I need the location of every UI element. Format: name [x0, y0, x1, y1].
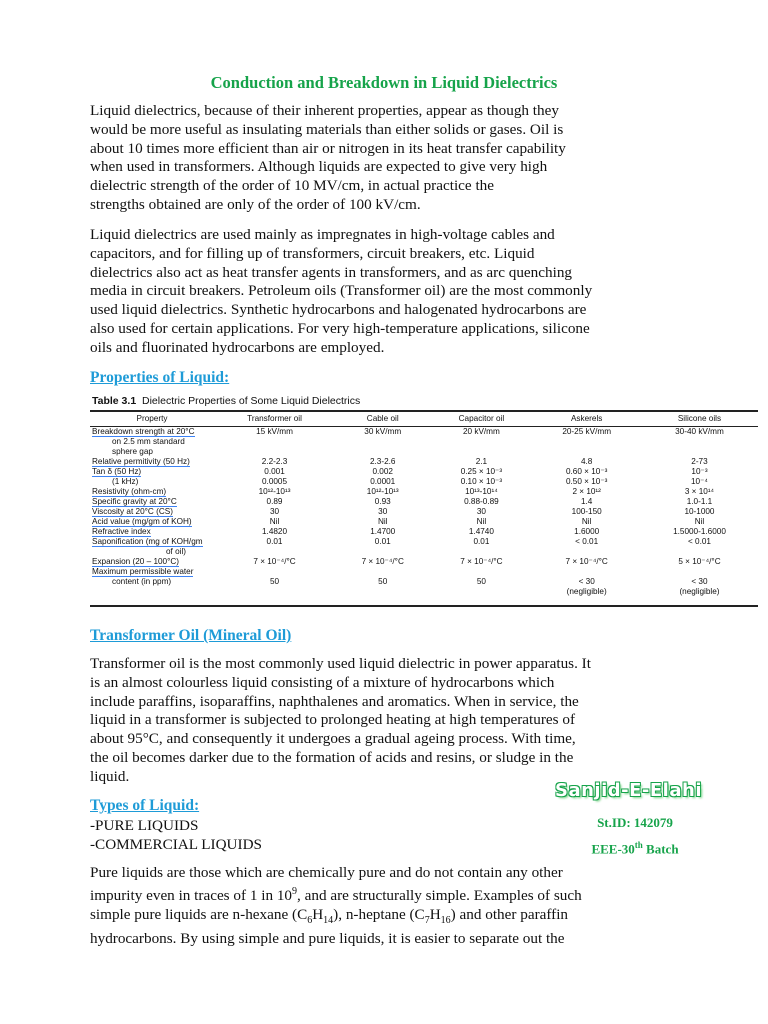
text-line: also used for certain applications. For very high-temperature applications, silicone: [90, 319, 590, 337]
text-line: Transformer oil is the most commonly used liquid dielectric in power apparatus. It: [90, 655, 591, 672]
text-line: dielectric strength of the order of 10 MV/cm, in actual practice the: [90, 177, 494, 195]
table-row: [90, 537, 758, 547]
property-label: on 2.5 mm standard sphere gap: [112, 437, 185, 456]
value-cell: < 0.01: [575, 537, 599, 546]
value-cell: Nil: [581, 517, 592, 526]
value-cell: [214, 547, 335, 557]
value-cell: 30: [378, 507, 388, 516]
list-item: -COMMERCIAL LIQUIDS: [90, 836, 262, 853]
value-cell: 30-40 kV/mm: [675, 427, 724, 436]
value-cell: 2-73: [691, 457, 708, 466]
property-label-cell: [90, 477, 214, 487]
value-cell: [214, 437, 335, 457]
property-label: Maximum permissible water: [92, 567, 194, 576]
value-cell: (negligible): [679, 587, 720, 596]
heading-properties: Properties of Liquid:: [90, 369, 230, 386]
value-cell: 15 kV/mm: [256, 427, 293, 436]
value-cell: 20 kV/mm: [462, 427, 500, 436]
table-caption-number: Table 3.1: [92, 395, 137, 407]
value-cell: 1.4: [580, 497, 593, 506]
value-cell: 1.5000-1.6000: [673, 527, 726, 536]
property-label-cell: [90, 527, 214, 537]
value-cell: < 30: [691, 577, 708, 586]
value-cell: [532, 547, 641, 557]
value-cell: 50: [378, 577, 388, 586]
table-row: [90, 437, 758, 457]
property-label: Acid value (mg/gm of KOH): [92, 517, 192, 526]
text-line: oils and fluorinated hydrocarbons are employed.: [90, 338, 385, 356]
value-cell: 30: [269, 507, 280, 516]
value-cell: 10¹²-10¹³: [258, 487, 291, 496]
value-cell: 7 × 10⁻⁴/°C: [253, 557, 296, 566]
property-label-cell: [90, 467, 214, 477]
value-cell: 20-25 kV/mm: [562, 427, 612, 436]
value-cell: < 30: [578, 577, 595, 586]
table-row: [90, 577, 758, 587]
properties-table: [90, 411, 758, 597]
table-caption-text: Dielectric Properties of Some Liquid Dielectrics: [142, 395, 361, 407]
value-cell: [532, 437, 641, 457]
text-line: the oil becomes darker due to the formation of acids and resins, or sludge in the: [90, 748, 574, 766]
value-cell: [430, 567, 532, 577]
table-header-cell: Property: [90, 411, 214, 427]
table-row: [90, 457, 758, 467]
value-cell: 0.0005: [261, 477, 288, 486]
value-cell: 0.89: [266, 497, 283, 506]
text-line: liquid.: [90, 767, 130, 785]
table-header-row: [90, 411, 758, 427]
table-header-cell: Silicone oils: [641, 411, 758, 427]
value-cell: 0.60 × 10⁻³: [565, 467, 608, 476]
table-row: [90, 507, 758, 517]
table-row: [90, 567, 758, 577]
value-cell: 7 × 10⁻⁴/°C: [361, 557, 404, 566]
value-cell: [641, 567, 758, 577]
table-row: [90, 427, 758, 438]
property-label-cell: [90, 567, 214, 577]
text-line: Liquid dielectrics, because of their inherent properties, appear as though they: [90, 102, 559, 119]
table-header-cell: Capacitor oil: [430, 411, 532, 427]
value-cell: 0.01: [473, 537, 490, 546]
text-line: include paraffins, isoparaffins, naphthalenes and aromatics. When in service, the: [90, 692, 579, 710]
value-cell: [532, 567, 641, 577]
table-row: [90, 487, 758, 497]
property-label: Specific gravity at 20°C: [92, 497, 177, 506]
text-line: when used in transformers. Although liquids are expected to give very high: [90, 158, 548, 176]
value-cell: [335, 547, 430, 557]
table-row: [90, 497, 758, 507]
property-label: of oil): [166, 547, 187, 556]
value-cell: [430, 437, 532, 457]
transformer-oil-paragraph: [90, 655, 690, 787]
table-caption: [92, 395, 360, 407]
value-cell: 0.50 × 10⁻³: [565, 477, 608, 486]
value-cell: 50: [476, 577, 486, 586]
text-line: strengths obtained are only of the order of 100 kV/cm.: [90, 195, 421, 213]
value-cell: 2.1: [475, 457, 488, 466]
value-cell: Nil: [476, 517, 487, 526]
value-cell: 0.25 × 10⁻³: [460, 467, 503, 476]
value-cell: 50: [269, 577, 280, 586]
value-cell: 0.93: [374, 497, 391, 506]
types-list: [90, 816, 262, 854]
property-label: Viscosity at 20°C (CS): [92, 507, 173, 516]
value-cell: 10⁻⁴: [690, 477, 708, 486]
property-label: Tan δ (50 Hz): [92, 467, 142, 476]
value-cell: 2.2-2.3: [261, 457, 288, 466]
usage-paragraph: [90, 226, 690, 358]
value-cell: 0.01: [266, 537, 283, 546]
value-cell: 10⁻³: [691, 467, 708, 476]
text-line: would be more useful as insulating materials than either solids or gases. Oil is: [90, 120, 564, 138]
value-cell: [430, 547, 532, 557]
value-cell: 0.01: [374, 537, 391, 546]
value-cell: 10¹²-10¹³: [366, 487, 399, 496]
value-cell: 0.002: [372, 467, 393, 476]
value-cell: 1.6000: [574, 527, 600, 536]
table-row: [90, 467, 758, 477]
value-cell: [335, 587, 430, 597]
text-line: Pure liquids are those which are chemically pure and do not contain any other: [90, 864, 563, 881]
intro-paragraph: [90, 102, 690, 215]
value-cell: 5 × 10⁻⁴/°C: [678, 557, 721, 566]
heading-types: Types of Liquid:: [90, 797, 200, 814]
property-label: Saponification (mg of KOH/gm: [92, 537, 203, 546]
value-cell: 1.4700: [370, 527, 396, 536]
table-row: [90, 587, 758, 597]
property-label-cell: [90, 557, 214, 567]
value-cell: 30: [476, 507, 486, 516]
text-line: media in circuit breakers. Petroleum oils (Transformer oil) are the most commonly: [90, 282, 593, 300]
property-label-cell: [90, 587, 214, 597]
value-cell: [430, 587, 532, 597]
text-line: hydrocarbons. By using simple and pure liquids, it is easier to separate out the: [90, 930, 565, 948]
text-line: dielectrics also act as heat transfer agents in transformers, and as arc quenching: [90, 263, 573, 281]
property-label: Expansion (20 – 100°C): [92, 557, 180, 566]
value-cell: 2.3-2.6: [369, 457, 396, 466]
text-line: is an almost colourless liquid consisting of a mixture of hydrocarbons which: [90, 673, 555, 691]
value-cell: 100-150: [571, 507, 602, 516]
table-header-cell: Transformer oil: [214, 411, 335, 427]
table-row: [90, 547, 758, 557]
signature-batch: EEE-30th Batch: [591, 840, 679, 857]
value-cell: [214, 587, 335, 597]
table-bottom-rule: [90, 605, 758, 607]
value-cell: 10-1000: [684, 507, 715, 516]
property-label-cell: [90, 457, 214, 467]
heading-transformer-oil: Transformer Oil (Mineral Oil): [90, 627, 292, 644]
page-title: Conduction and Breakdown in Liquid Dielectrics: [210, 73, 558, 92]
value-cell: 4.8: [580, 457, 593, 466]
value-cell: [335, 567, 430, 577]
value-cell: 10¹³-10¹⁴: [465, 487, 498, 496]
value-cell: < 0.01: [687, 537, 711, 546]
value-cell: [641, 437, 758, 457]
property-label-cell: [90, 537, 214, 547]
text-line: used liquid dielectrics. Synthetic hydrocarbons and halogenated hydrocarbons are: [90, 301, 587, 319]
property-label: (1 kHz): [112, 477, 139, 486]
value-cell: 0.0001: [370, 477, 396, 486]
value-cell: 2 × 10¹²: [572, 487, 601, 496]
table-row: [90, 517, 758, 527]
value-cell: 7 × 10⁻⁴/°C: [565, 557, 608, 566]
table-row: [90, 477, 758, 487]
property-label-cell: [90, 427, 214, 438]
value-cell: [335, 437, 430, 457]
property-label: Breakdown strength at 20°C: [92, 427, 195, 436]
table-header-cell: Cable oil: [335, 411, 430, 427]
property-label-cell: [90, 517, 214, 527]
signature-name: Sanjid-E-Elahi: [555, 780, 702, 801]
property-label-cell: [90, 577, 214, 587]
property-label-cell: [90, 507, 214, 517]
text-line: about 95°C, and consequently it undergoes a gradual ageing process. With time,: [90, 730, 576, 748]
value-cell: Nil: [377, 517, 388, 526]
signature-id: St.ID: 142079: [597, 815, 673, 830]
property-label-cell: [90, 547, 214, 557]
value-cell: 0.001: [264, 467, 285, 476]
property-label: Relative permitivity (50 Hz): [92, 457, 190, 466]
value-cell: 0.10 × 10⁻³: [460, 477, 503, 486]
text-line: Liquid dielectrics are used mainly as impregnates in high-voltage cables and: [90, 226, 555, 243]
text-line: about 10 times more efficient than air or nitrogen in its heat transfer capability: [90, 139, 566, 157]
value-cell: 7 × 10⁻⁴/°C: [460, 557, 503, 566]
pure-liquids-paragraph: [90, 864, 690, 949]
value-cell: [214, 567, 335, 577]
text-line: simple pure liquids are n-hexane $(C_6H_{14})$, n-heptane $(C_7H_{16})$ and other paraffin: [90, 905, 569, 926]
text-line: impurity even in traces of 1 in $10^9$, and are structurally simple. Examples of such: [90, 885, 582, 904]
property-label-cell: [90, 437, 214, 457]
value-cell: 1.4820: [261, 527, 288, 536]
value-cell: 1.0-1.1: [686, 497, 713, 506]
property-label: Resistivity (ohm-cm): [92, 487, 167, 496]
property-label-cell: [90, 497, 214, 507]
value-cell: Nil: [269, 517, 280, 526]
text-line: capacitors, and for filling up of transformers, circuit breakers, etc. Liquid: [90, 244, 535, 262]
value-cell: [641, 547, 758, 557]
value-cell: 1.4740: [468, 527, 494, 536]
value-cell: 0.88-0.89: [464, 497, 499, 506]
value-cell: (negligible): [566, 587, 607, 596]
property-label: Refractive index: [92, 527, 151, 536]
list-item: -PURE LIQUIDS: [90, 817, 199, 834]
property-label-cell: [90, 487, 214, 497]
value-cell: 30 kV/mm: [364, 427, 402, 436]
text-line: liquid in a transformer is subjected to prolonged heating at high temperatures of: [90, 711, 576, 729]
table-header-cell: Askerels: [532, 411, 641, 427]
value-cell: 3 × 10¹⁴: [684, 487, 715, 496]
table-row: [90, 527, 758, 537]
value-cell: Nil: [694, 517, 705, 526]
table-row: [90, 557, 758, 567]
property-label: content (in ppm): [112, 577, 172, 586]
properties-table-figure: [88, 393, 768, 611]
